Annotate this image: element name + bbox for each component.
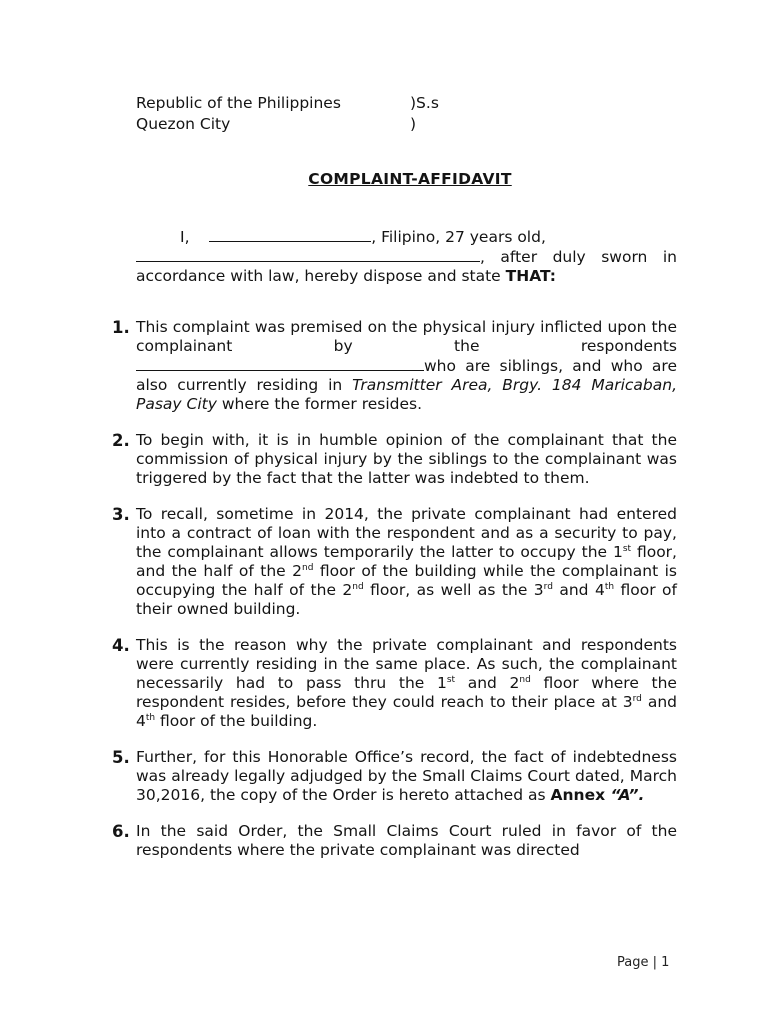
item-address: Transmitter Area, Brgy. 184 Maricaban, Pasay City — [136, 376, 677, 413]
item-number: 3. — [112, 505, 130, 524]
item-text: floor, as well as the 3 — [363, 581, 544, 599]
case-caption — [136, 93, 439, 135]
caption-ss: )S.s — [410, 94, 439, 112]
ordinal: th — [604, 581, 615, 592]
item-text: This complaint was premised on the physical injury inflicted upon the complainant by the respondents — [136, 318, 677, 355]
item-text: This is the reason why the private complainant and respondents were currently residing in the same place. As such, the complainant necessarily had to pass thru the 1 — [136, 636, 677, 692]
name-blank — [209, 227, 371, 242]
address-blank — [136, 247, 480, 262]
annex-letter: “A”. — [610, 786, 645, 804]
item-text: floor of their owned building. — [136, 581, 677, 618]
item-number: 5. — [112, 748, 130, 767]
intro-text: I, — [180, 228, 190, 246]
item-text: floor, and the half of the 2 — [136, 543, 677, 580]
list-item — [112, 505, 677, 619]
allegations-list — [112, 318, 677, 877]
item-text: To begin with, it is in humble opinion of the complainant that the commission of physical injury by the siblings to the complainant was triggered by the fact that the latter was indebted to them. — [136, 431, 677, 487]
list-item — [112, 822, 677, 860]
ordinal: st — [622, 543, 632, 554]
document-title: COMPLAINT-AFFIDAVIT — [308, 170, 512, 188]
ordinal: th — [145, 712, 156, 723]
list-item — [112, 636, 677, 731]
respondents-blank — [136, 356, 424, 371]
caption-paren: ) — [410, 115, 417, 133]
ordinal: nd — [301, 562, 314, 573]
item-text: floor where the respondent resides, before they could reach to their place at 3 — [136, 674, 677, 711]
item-text: and 2 — [455, 674, 520, 692]
ordinal: nd — [352, 581, 364, 592]
ordinal: rd — [543, 581, 553, 592]
caption-city: Quezon City — [136, 115, 231, 133]
item-text: floor of the building while the complainant is occupying the half of the 2 — [136, 562, 677, 599]
page-number: Page | 1 — [617, 955, 670, 970]
list-item — [112, 318, 677, 414]
item-number: 4. — [112, 636, 130, 655]
item-text: and 4 — [552, 581, 605, 599]
item-text: and 4 — [136, 693, 678, 730]
item-text: who are siblings, and who are also currently residing in — [136, 357, 677, 394]
item-text: floor of the building. — [155, 712, 318, 730]
ordinal: rd — [632, 693, 642, 704]
list-item — [112, 748, 677, 805]
item-text: In the said Order, the Small Claims Court ruled in favor of the respondents where the private complainant was directed — [136, 822, 677, 859]
intro-text: , Filipino, 27 years old, — [371, 228, 546, 246]
annex-label: Annex — [550, 786, 611, 804]
item-number: 2. — [112, 431, 130, 450]
ordinal: st — [446, 674, 456, 685]
intro-paragraph — [136, 227, 677, 286]
intro-text: , after duly sworn in accordance with law, hereby dispose and state — [136, 248, 677, 285]
item-text: To recall, sometime in 2014, the private complainant had entered into a contract of loan with the respondent and as a security to pay, the complainant allows temporarily the latter to occupy the 1 — [136, 505, 677, 561]
intro-that: THAT: — [505, 267, 556, 285]
ordinal: nd — [519, 674, 531, 685]
list-item — [112, 431, 677, 488]
caption-country: Republic of the Philippines — [136, 94, 341, 112]
item-text: where the former resides. — [216, 395, 423, 413]
item-text: Further, for this Honorable Office’s record, the fact of indebtedness was already legally adjudged by the Small Claims Court dated, March 30,2016, the copy of the Order is hereto attached as — [136, 748, 677, 804]
item-number: 1. — [112, 318, 130, 337]
item-number: 6. — [112, 822, 130, 841]
